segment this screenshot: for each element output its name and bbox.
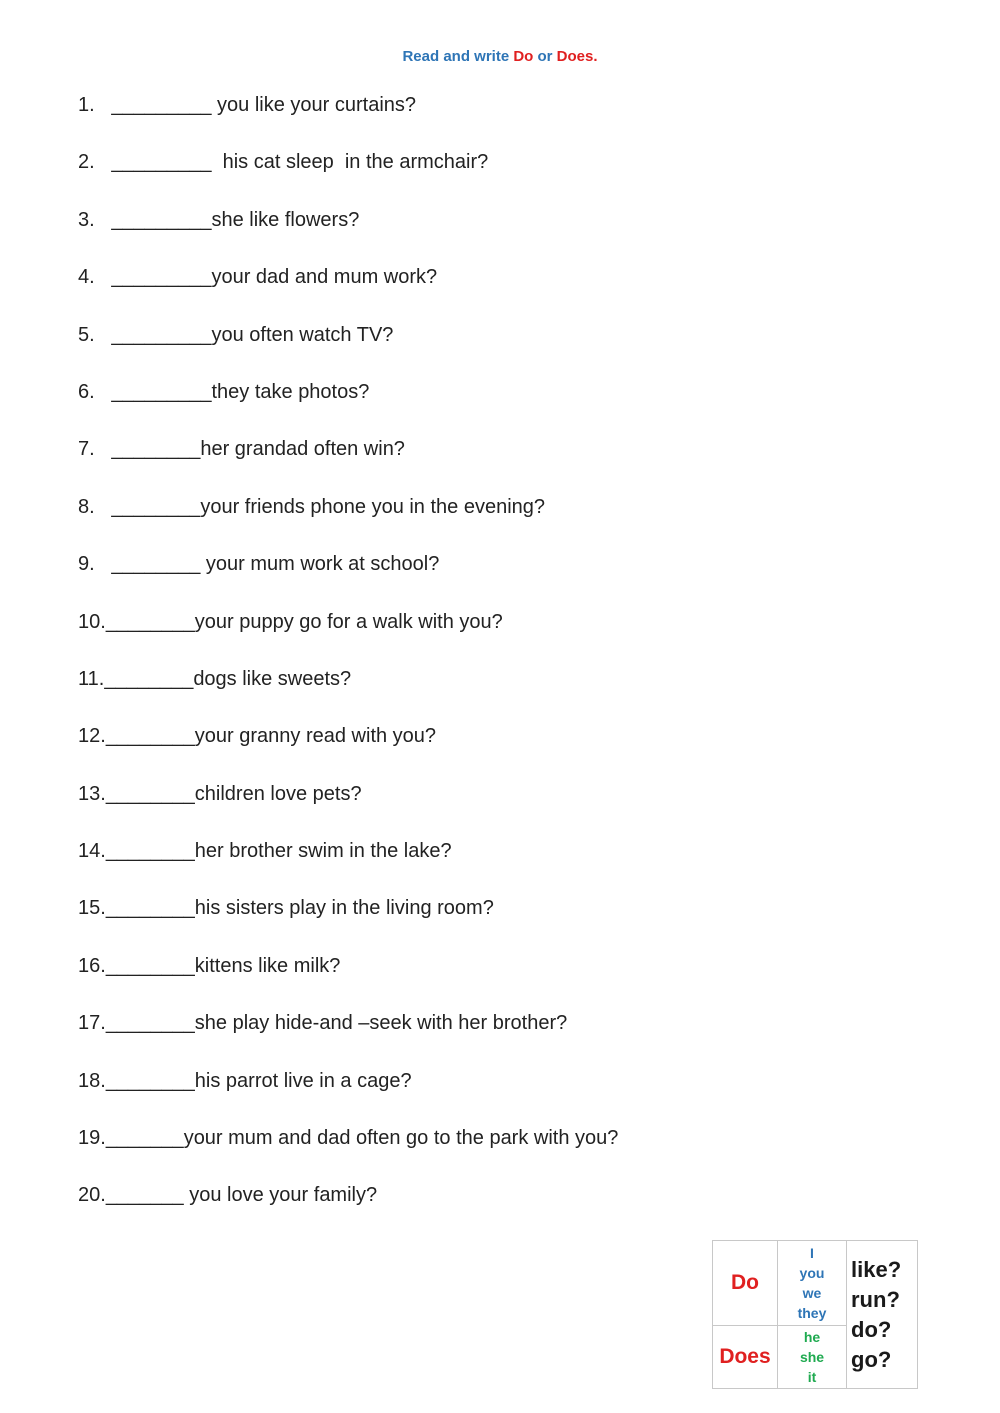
question-text: you like your curtains? (211, 94, 417, 116)
answer-blank[interactable]: ________ (94, 495, 201, 518)
verbs-cell (847, 1241, 918, 1389)
question-text: his parrot live in a cage? (194, 1069, 412, 1092)
reference-table (712, 1240, 918, 1389)
question-item (78, 432, 878, 489)
question-text: you often watch TV? (211, 323, 394, 346)
question-item (78, 318, 878, 375)
question-item (78, 375, 878, 432)
aux-do-cell: Do (713, 1241, 778, 1326)
answer-blank[interactable]: ________ (94, 553, 201, 576)
question-number: 12. (78, 725, 106, 748)
answer-blank[interactable]: ________ (105, 1069, 195, 1092)
question-list (78, 88, 878, 1236)
question-number: 18. (78, 1069, 106, 1092)
question-item (78, 1178, 878, 1235)
question-text: your granny read with you? (194, 725, 437, 748)
answer-blank[interactable]: ________ (105, 610, 195, 633)
question-number: 2. (78, 151, 95, 174)
title-text: Read and write (402, 48, 514, 65)
question-number: 7. (78, 438, 95, 461)
question-number: 8. (78, 495, 95, 518)
question-number: 13. (78, 782, 106, 805)
answer-blank[interactable]: _________ (94, 94, 212, 116)
question-text: your mum work at school? (200, 553, 440, 576)
question-item (78, 1064, 878, 1121)
question-item (78, 834, 878, 891)
question-item (78, 949, 878, 1006)
question-item (78, 662, 878, 719)
pronoun: it (807, 1369, 817, 1385)
question-text: your mum and dad often go to the park with you? (183, 1127, 619, 1150)
question-item (78, 203, 878, 260)
verb: run? (851, 1286, 900, 1312)
answer-blank[interactable]: _________ (94, 380, 212, 403)
question-number: 17. (78, 1012, 106, 1035)
verb: like? (851, 1256, 902, 1282)
question-item (78, 490, 878, 547)
answer-blank[interactable]: ________ (105, 1012, 195, 1035)
question-text: children love pets? (194, 782, 362, 805)
question-text: his cat sleep in the armchair? (211, 151, 489, 174)
answer-blank[interactable]: _________ (94, 151, 212, 174)
question-number: 16. (78, 954, 106, 977)
answer-blank[interactable]: _______ (105, 1127, 184, 1150)
title-do: Do (513, 48, 534, 65)
answer-blank[interactable]: ________ (105, 782, 195, 805)
question-number: 4. (78, 266, 95, 289)
question-item (78, 1006, 878, 1063)
question-text: her brother swim in the lake? (194, 840, 452, 863)
question-text: your friends phone you in the evening? (200, 495, 546, 518)
question-text: your puppy go for a walk with you? (194, 610, 503, 633)
question-number: 15. (78, 897, 106, 920)
question-number: 19. (78, 1127, 106, 1150)
question-item (78, 145, 878, 202)
answer-blank[interactable]: ________ (94, 438, 201, 461)
question-number: 5. (78, 323, 95, 346)
question-text: they take photos? (211, 380, 370, 403)
pronoun: he (803, 1329, 821, 1345)
question-item (78, 1121, 878, 1178)
title-period: . (593, 48, 598, 65)
title-or: or (533, 48, 557, 65)
title-does: Does (556, 48, 594, 65)
pronoun: you (799, 1265, 825, 1281)
question-item (78, 777, 878, 834)
question-number: 14. (78, 840, 106, 863)
question-item (78, 891, 878, 948)
question-text: her grandad often win? (200, 438, 405, 461)
pronoun: I (810, 1245, 814, 1261)
worksheet-title (0, 48, 1000, 65)
answer-blank[interactable]: _________ (94, 266, 212, 289)
answer-blank[interactable]: ________ (105, 897, 195, 920)
question-item (78, 547, 878, 604)
answer-blank[interactable]: ________ (105, 725, 195, 748)
question-number: 9. (78, 553, 95, 576)
answer-blank[interactable]: _________ (94, 208, 212, 231)
aux-does-cell: Does (713, 1326, 778, 1389)
pronoun: they (797, 1305, 827, 1321)
question-text: kittens like milk? (194, 954, 341, 977)
pronoun: we (802, 1285, 822, 1301)
question-item (78, 260, 878, 317)
verb: do? (851, 1316, 892, 1342)
answer-blank[interactable]: ________ (105, 840, 195, 863)
answer-blank[interactable]: _________ (94, 323, 212, 346)
pronoun: she (799, 1349, 825, 1365)
does-pronouns-cell (778, 1326, 847, 1389)
question-item (78, 719, 878, 776)
answer-blank[interactable]: _______ (105, 1184, 184, 1207)
question-text: dogs like sweets? (193, 667, 352, 690)
question-number: 11. (78, 667, 105, 690)
question-number: 1. (78, 94, 95, 116)
question-number: 20. (78, 1184, 106, 1207)
question-number: 10. (78, 610, 106, 633)
question-number: 6. (78, 380, 95, 403)
question-text: she play hide-and –seek with her brother? (194, 1012, 568, 1035)
question-text: his sisters play in the living room? (194, 897, 494, 920)
question-item (78, 605, 878, 662)
question-number: 3. (78, 208, 95, 231)
answer-blank[interactable]: ________ (105, 954, 195, 977)
question-item (78, 88, 878, 145)
question-text: your dad and mum work? (211, 266, 438, 289)
do-pronouns-cell (778, 1241, 847, 1326)
question-text: you love your family? (183, 1184, 378, 1207)
question-text: she like flowers? (211, 208, 360, 231)
answer-blank[interactable]: ________ (104, 667, 194, 690)
verb: go? (851, 1346, 892, 1372)
